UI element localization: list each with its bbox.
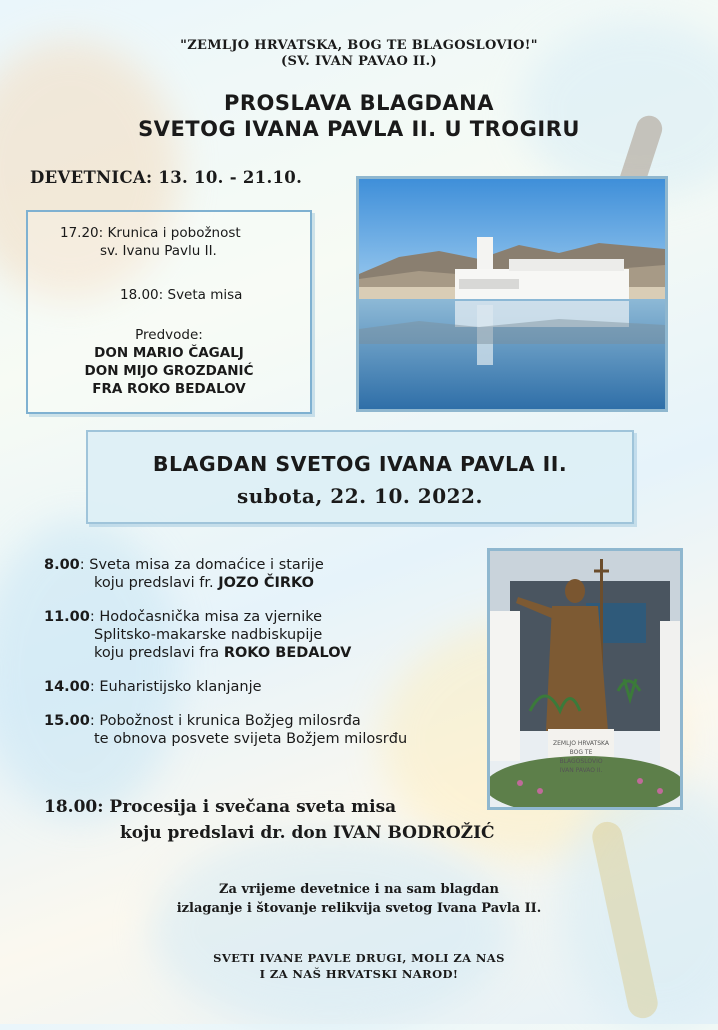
plaque-line: IVAN PAVAO II. (559, 767, 603, 774)
novena-time: 17.20 (60, 225, 99, 241)
feast-title: BLAGDAN SVETOG IVANA PAVLA II. (152, 452, 568, 476)
schedule-text: : Pobožnost i krunica Božjeg milosrđa (89, 713, 361, 729)
novena-time: 18.00 (120, 287, 159, 303)
celebrant-name: ROKO BEDALOV (223, 645, 352, 661)
title-line-1: PROSLAVA BLAGDANA (223, 91, 495, 115)
note-line-1: Za vrijeme devetnice i na sam blagdan (219, 882, 499, 897)
quote-line-1: "ZEMLJO HRVATSKA, BOG TE BLAGOSLOVIO!" (180, 38, 538, 53)
celebrant-name: JOZO ČIRKO (218, 575, 314, 591)
leader-name: FRA ROKO BEDALOV (92, 381, 246, 397)
schedule-item (44, 678, 474, 696)
schedule-item (44, 608, 474, 662)
schedule-time: 11.00 (44, 609, 90, 625)
schedule-text: koju predslavi fra (94, 645, 224, 661)
procession (44, 794, 644, 846)
prayer-line-2: I ZA NAŠ HRVATSKI NAROD! (259, 967, 459, 981)
quote-line-2: (SV. IVAN PAVAO II.) (281, 54, 437, 69)
procession-line-2: koju predslavi dr. don IVAN BODROŽIĆ (120, 823, 495, 843)
title-line-2: SVETOG IVANA PAVLA II. U TROGIRU (138, 117, 580, 141)
leader-name: DON MARIO ČAGALJ (94, 345, 244, 361)
schedule-time: 15.00 (44, 713, 90, 729)
prayer-line-1: SVETI IVANE PAVLE DRUGI, MOLI ZA NAS (213, 951, 505, 965)
schedule-time: 8.00 (44, 557, 80, 573)
schedule-text: : Sveta misa za domaćice i starije (79, 557, 324, 573)
novena-text: : Krunica i pobožnost (98, 225, 241, 241)
novena-text-2: sv. Ivanu Pavlu II. (100, 243, 217, 259)
procession-line-1: 18.00: Procesija i svečana sveta misa (44, 797, 397, 817)
relics-note (0, 880, 718, 918)
novena-box (26, 210, 312, 414)
schedule-text: koju predslavi fr. (94, 575, 219, 591)
schedule-time: 14.00 (44, 679, 90, 695)
bg-wash (150, 830, 510, 1030)
leaders-label: Predvode: (135, 327, 203, 343)
statue-photo (487, 548, 683, 810)
schedule-text: : Euharistijsko klanjanje (89, 679, 262, 695)
feast-banner (86, 430, 634, 524)
schedule-item (44, 712, 474, 748)
schedule-text: te obnova posvete svijeta Božjem milosrđu (94, 731, 408, 747)
church-photo (356, 176, 668, 412)
schedule-item (44, 556, 474, 592)
novena-item (120, 286, 242, 304)
quote (0, 38, 718, 70)
page-title (0, 90, 718, 142)
novena-text: : Sveta misa (158, 287, 243, 303)
leaders (28, 326, 310, 398)
plaque-line: ZEMLJO HRVATSKA (553, 740, 609, 747)
closing-prayer (0, 950, 718, 982)
feast-date: subota, 22. 10. 2022. (237, 484, 483, 508)
note-line-2: izlaganje i štovanje relikvija svetog Ivana Pavla II. (176, 901, 542, 916)
leader-name: DON MIJO GROZDANIĆ (84, 363, 254, 379)
statue-plaque (548, 739, 614, 775)
schedule-text: : Hodočasnička misa za vjernike (89, 609, 323, 625)
schedule-text: Splitsko-makarske nadbiskupije (94, 627, 323, 643)
novena-item (60, 224, 241, 242)
church-illustration (359, 179, 665, 409)
novena-label: DEVETNICA: 13. 10. - 21.10. (30, 168, 303, 187)
plaque-line: BOG TE BLAGOSLOVIO (559, 749, 603, 765)
feast-schedule (44, 556, 474, 748)
